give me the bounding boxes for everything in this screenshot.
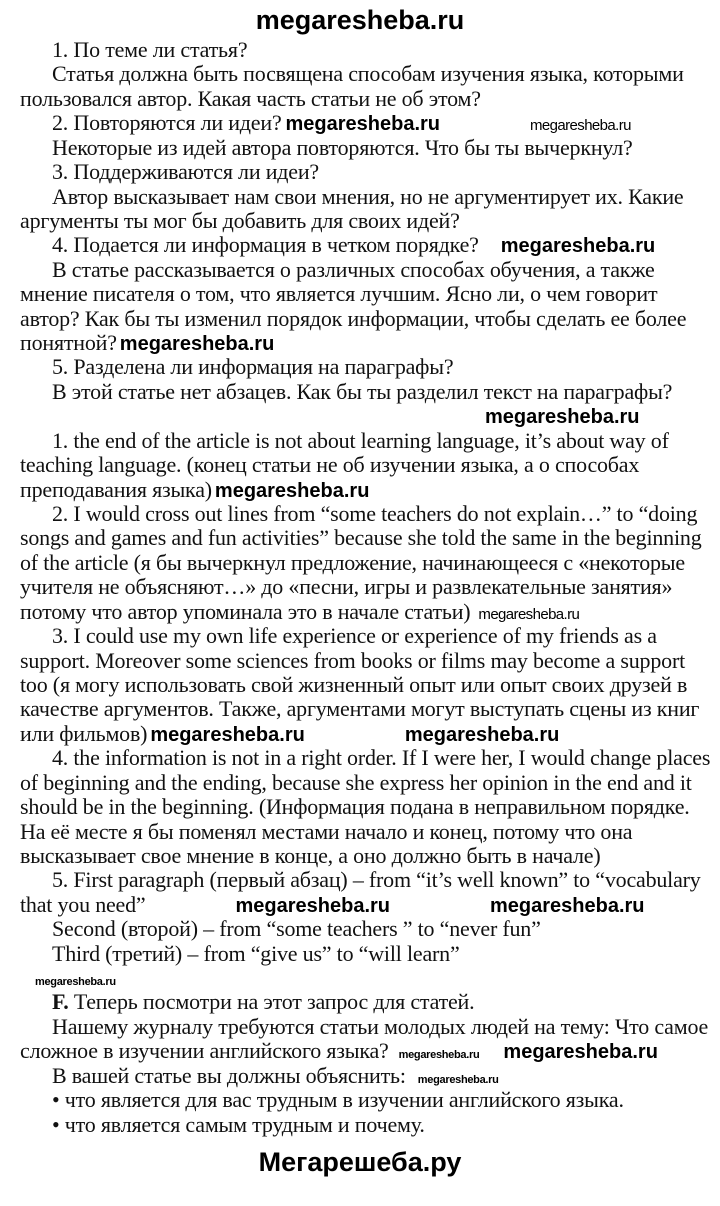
watermark: megaresheba.ru xyxy=(150,723,305,746)
text-line: учителя не объясняют…» до «песни, игры и развлекательные занятия» xyxy=(20,574,673,600)
watermark: megaresheba.ru xyxy=(235,894,390,917)
document-body xyxy=(0,38,720,1137)
text-line: высказывает свое мнение в конце, а оно должно быть в начале) xyxy=(20,842,601,868)
text-line: автор? Как бы ты изменил порядок информации, чтобы сделать ее более xyxy=(20,305,687,331)
text-line-with-watermark xyxy=(0,478,720,502)
bullet-item: • что является самым трудным и почему. xyxy=(52,1111,425,1137)
text-line: В этой статье нет абзацев. Как бы ты разделил текст на параграфы? xyxy=(52,378,673,404)
watermark: megaresheba.ru xyxy=(503,1041,658,1064)
text-line-with-watermark xyxy=(0,1064,720,1088)
text-line: потому что автор упоминала это в начале статьи) xyxy=(20,598,471,624)
answer-2: 2. I would cross out lines from “some teachers do not explain…” to “doing xyxy=(52,501,698,527)
text-line: Автор высказывает нам свои мнения, но не аргументирует их. Какие xyxy=(52,183,684,209)
text-line: В вашей статье вы должны объяснить: xyxy=(52,1062,406,1088)
watermark: megaresheba.ru xyxy=(500,235,656,258)
watermark: megaresheba.ru xyxy=(490,894,645,917)
watermark: megaresheba.ru xyxy=(214,479,370,502)
task-f-label: F. xyxy=(52,989,69,1015)
text-line: teaching language. (конец статьи не об изучении языка, а о способах xyxy=(20,452,640,478)
watermark: megaresheba.ru xyxy=(35,976,116,989)
answer-4: 4. the information is not in a right order. If I were her, I would change places xyxy=(52,745,711,771)
text-line: support. Moreover some sciences from books or films may become a support xyxy=(20,647,686,673)
text-line-with-watermark xyxy=(0,722,720,746)
answer-3: 3. I could use my own life experience or experience of my friends as a xyxy=(52,623,657,649)
question-3: 3. Поддерживаются ли идеи? xyxy=(52,159,319,185)
watermark: megaresheba.ru xyxy=(478,605,580,623)
text-line: пользовался автор. Какая часть статьи не об этом? xyxy=(20,85,481,111)
text-line: преподавания языка) xyxy=(20,476,212,502)
text-line: Статья должна быть посвящена способам изучения языка, которыми xyxy=(52,61,684,87)
question-4-line xyxy=(0,233,720,257)
watermark-line xyxy=(0,966,720,990)
question-5: 5. Разделена ли информация на параграфы? xyxy=(52,354,454,380)
text-line: of the article (я бы вычеркнул предложение, начинающееся с «некоторые xyxy=(20,549,685,575)
text-line: или фильмов) xyxy=(20,720,148,746)
question-1: 1. По теме ли статья? xyxy=(52,37,248,62)
watermark: megaresheba.ru xyxy=(485,406,640,429)
text-line: На её месте я бы поменял местами начало и конец, потому что она xyxy=(20,818,633,844)
text-line-with-watermark xyxy=(0,331,720,355)
watermark: megaresheba.ru xyxy=(398,1049,480,1062)
task-f-text: Теперь посмотри на этот запрос для статей. xyxy=(73,989,475,1015)
text-line: мнение писателя о том, что является лучшим. Ясно ли, о чем говорит xyxy=(20,281,658,307)
text-line: too (я могу использовать свой жизненный опыт или опыт своих друзей в xyxy=(20,671,688,697)
text-line: Third (третий) – from “give us” to “will learn” xyxy=(52,940,460,966)
text-line-with-watermark xyxy=(0,1039,720,1063)
footer-brand: Мегарешеба.ру xyxy=(258,1147,462,1177)
text-line: Нашему журналу требуются статьи молодых людей на тему: Что самое xyxy=(52,1013,709,1039)
text-line: that you need” xyxy=(20,891,146,917)
text-line: Некоторые из идей автора повторяются. Что бы ты вычеркнул? xyxy=(52,134,633,160)
watermark: megaresheba.ru xyxy=(119,333,275,356)
text-line: аргументы ты мог бы добавить для своих идей? xyxy=(20,207,460,233)
text-line-with-watermark xyxy=(0,893,720,917)
question-4: 4. Подается ли информация в четком порядке? xyxy=(52,232,479,258)
header-watermark: megaresheba.ru xyxy=(255,5,465,35)
text-line-with-watermark xyxy=(0,600,720,624)
watermark: megaresheba.ru xyxy=(530,117,631,135)
answer-5: 5. First paragraph (первый абзац) – from “it’s well known” to “vocabulary xyxy=(52,867,701,893)
task-f-heading xyxy=(0,990,720,1014)
answer-1: 1. the end of the article is not about learning language, it’s about way of xyxy=(52,427,669,453)
question-2-line xyxy=(0,111,720,135)
text-line: В статье рассказывается о различных способах обучения, а также xyxy=(52,256,655,282)
text-line: сложное в изучении английского языка? xyxy=(20,1038,389,1064)
text-line: качестве аргументов. Также, аргументами могут выступать сцены из книг xyxy=(20,696,700,722)
text-line: songs and games and fun activities” because she told the same in the beginning xyxy=(20,525,702,551)
text-line: Second (второй) – from “some teachers ” to “never fun” xyxy=(52,916,541,942)
watermark: megaresheba.ru xyxy=(285,113,441,136)
bullet-item: • что является для вас трудным в изучении английского языка. xyxy=(52,1087,624,1113)
watermark: megaresheba.ru xyxy=(404,723,560,746)
watermark-line xyxy=(0,404,720,428)
watermark: megaresheba.ru xyxy=(417,1073,499,1086)
text-line: of beginning and the ending, because she express her opinion in the end and it xyxy=(20,769,692,795)
text-line: понятной? xyxy=(20,330,117,356)
question-2: 2. Повторяются ли идеи? xyxy=(52,110,282,136)
text-line: should be in the beginning. (Информация подана в неправильном порядке. xyxy=(20,794,690,820)
